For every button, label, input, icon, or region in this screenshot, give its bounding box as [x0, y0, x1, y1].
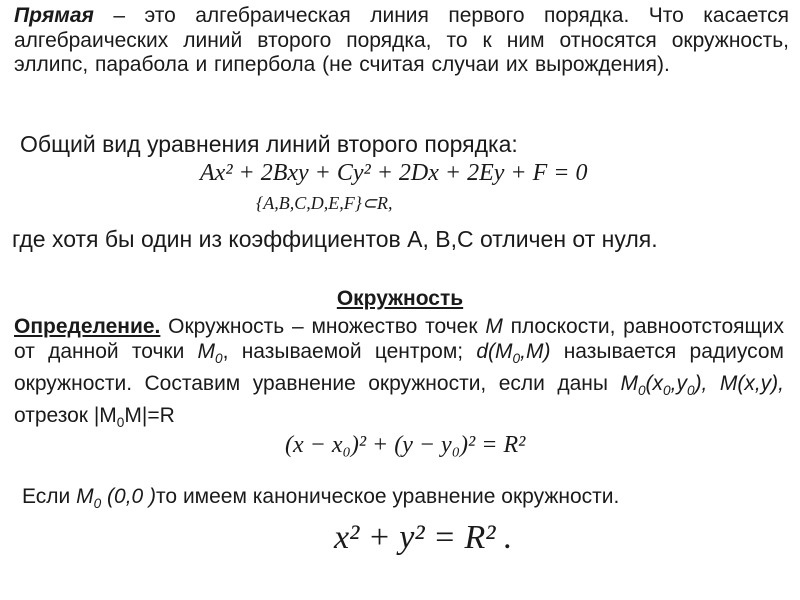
canonical-coords: (0,0 ) — [101, 485, 157, 508]
segment-sub: 0 — [116, 415, 125, 431]
definition-paragraph — [14, 314, 784, 436]
radius-sub: 0 — [512, 351, 521, 367]
given-c-sub: 0 — [686, 383, 695, 399]
point-m: M — [485, 315, 503, 338]
def-text-1: Окружность – множество точек — [160, 315, 486, 338]
given-b-sub: 0 — [663, 383, 671, 399]
radius-notation — [476, 340, 551, 367]
section-title-text: Окружность — [336, 287, 464, 310]
canonical-pre: Если — [22, 485, 77, 508]
circle-equation: (x − x₀)² + (y − y₀)² = R² — [285, 432, 526, 458]
radius-pre: d(M — [476, 340, 513, 363]
point-m0-letter: M — [197, 340, 216, 363]
given-c: ,y — [670, 372, 687, 396]
intro-paragraph — [14, 4, 789, 78]
def-text-2: плоскости, равноотстоящих от данной точки — [14, 315, 784, 363]
given-a-sub: 0 — [637, 383, 646, 399]
intro-text: – это алгебраическая линия первого порядка. Что касается алгебраических линий второго порядка, то к ним относятся окружность, эллипс, парабола и гипербола (не считая случаи их вырождения). — [14, 4, 789, 76]
def-text-5: отрезок |M — [14, 404, 117, 428]
given-b: (x — [645, 372, 664, 396]
canonical-equation: x² + y² = R² . — [334, 519, 513, 556]
definition-label: Определение. — [14, 315, 161, 338]
def-text-6: M|=R — [124, 404, 175, 428]
point-m0-sub: 0 — [215, 351, 223, 367]
given-d: ), M(x,y), — [694, 372, 784, 396]
given-a: M — [620, 372, 638, 396]
point-m0 — [197, 340, 223, 367]
canonical-m-letter: M — [76, 485, 94, 508]
coefficient-condition: где хотя бы один из коэффициентов A, B,C отличен от нуля. — [12, 226, 658, 252]
canonical-text: то имеем каноническое уравнение окружности. — [156, 485, 620, 508]
def-text-3: , называемой центром; — [222, 340, 477, 363]
canonical-paragraph — [22, 484, 797, 517]
radius-mid: ,M) — [520, 340, 551, 363]
general-equation: Ax² + 2Bxy + Cy² + 2Dx + 2Ey + F = 0 — [200, 160, 588, 186]
section-title — [0, 287, 800, 311]
canonical-m-sub: 0 — [93, 496, 102, 512]
general-heading: Общий вид уравнения линий второго порядка: — [20, 131, 518, 157]
canonical-m — [76, 485, 102, 512]
given-points — [620, 372, 784, 399]
coefficients-set: {A,B,C,D,E,F}⊂R, — [256, 193, 393, 213]
term-line: Прямая — [14, 4, 94, 27]
def-text-4: называется радиусом окружности. Составим уравнение окружности, если даны — [14, 340, 784, 396]
